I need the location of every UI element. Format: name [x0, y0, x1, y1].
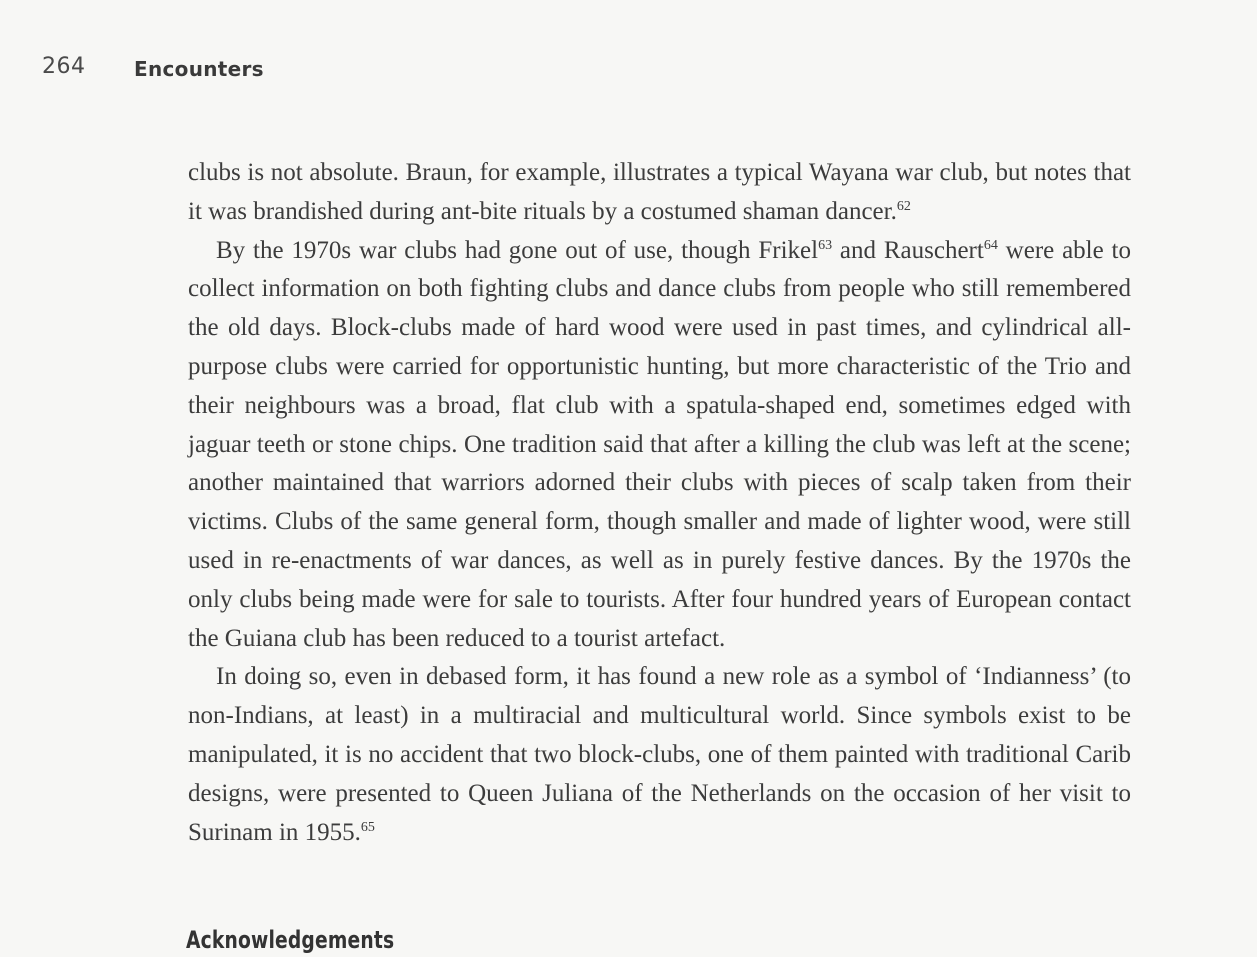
paragraph-text: were able to collect information on both fighting clubs and dance clubs from people who still remembered the old days. Block-clubs made of hard wood were used in past times, and cylindrical all-purpose clubs were carried for opportunistic hunting, but more characteristic of the Trio and their neighbours was a broad, flat club with a spatula-shaped end, sometimes edged with jaguar teeth or stone chips. One tradition said that after a killing the club was left at the scene; another maintained that warriors adorned their clubs with pieces of scalp taken from their victims. Clubs of the same general form, though smaller and made of lighter wood, were still used in re-enactments of war dances, as well as in purely festive dances. By the 1970s the only clubs being made were for sale to tourists. After four hundred years of European contact the Guiana club has been reduced to a tourist artefact.	[188, 236, 1131, 652]
running-head: Encounters	[134, 57, 264, 81]
paragraph-text: clubs is not absolute. Braun, for example, illustrates a typical Wayana war club, but notes that it was brandished during ant-bite rituals by a costumed shaman dancer.	[188, 159, 1131, 225]
footnote-ref-64: 64	[983, 237, 998, 253]
page-number: 264	[42, 54, 86, 79]
footnote-ref-63: 63	[818, 237, 833, 253]
paragraph-text: In doing so, even in debased form, it has found a new role as a symbol of ‘Indianness’ (to non-Indians, at least) in a multiracial and multicultural world. Since symbols exist to be manipulated, it is no accident that two block-clubs, one of them painted with traditional Carib designs, were presented to Queen Juliana of the Netherlands on the occasion of her visit to Surinam in 1955.	[188, 663, 1131, 846]
paragraph-3	[188, 658, 1131, 852]
paragraph-text: and Rauschert	[832, 236, 984, 264]
footnote-ref-62: 62	[896, 198, 911, 214]
body-text	[188, 154, 1131, 852]
paragraph-1	[188, 154, 1131, 232]
footnote-ref-65: 65	[360, 819, 375, 835]
paragraph-2	[188, 232, 1131, 659]
paragraph-text: By the 1970s war clubs had gone out of use, though Frikel	[216, 236, 819, 264]
section-heading: Acknowledgements	[186, 926, 395, 954]
